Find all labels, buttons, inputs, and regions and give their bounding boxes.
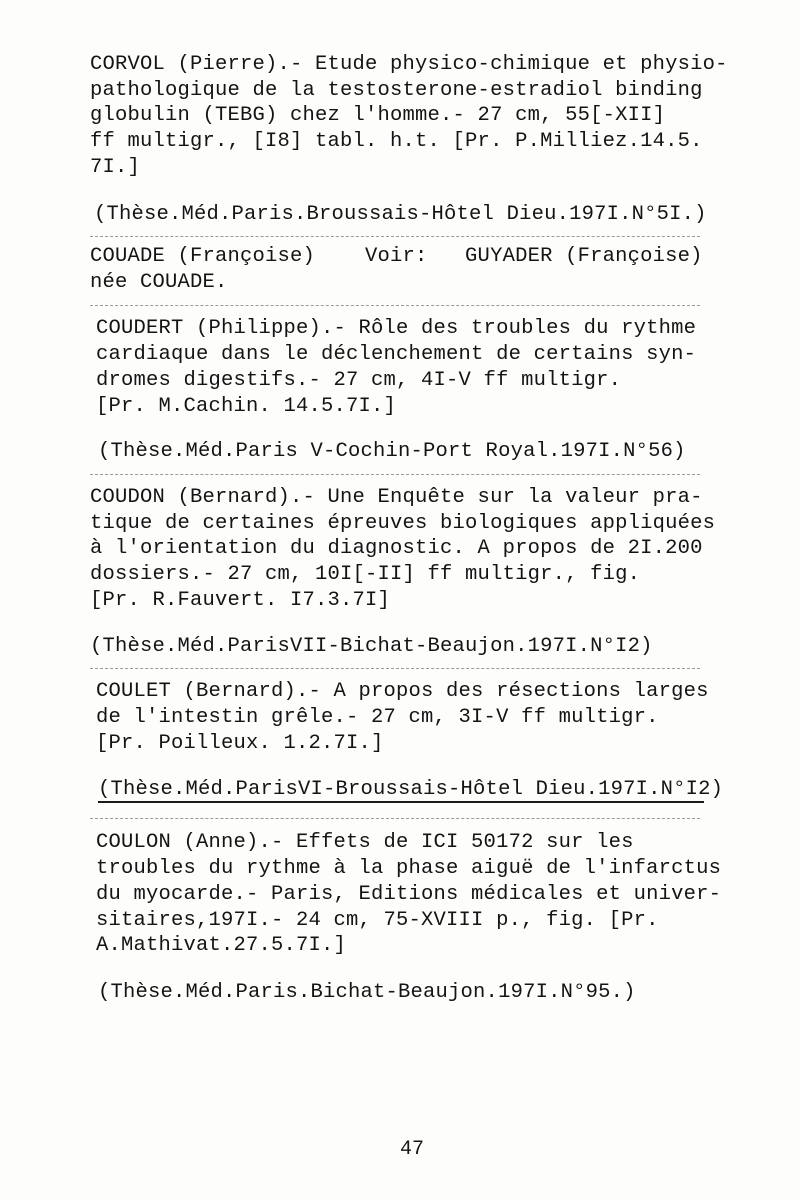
entry-corvol-line-1: CORVOL (Pierre).- Etude physico-chimique et physio-: [90, 53, 728, 76]
entry-coulon-line-1: COULON (Anne).- Effets de ICI 50172 sur les: [96, 831, 634, 854]
entry-coudert-thesis: (Thèse.Méd.Paris V-Cochin-Port Royal.197I.N°56): [98, 440, 686, 463]
separator: [90, 474, 700, 475]
entry-coudon-line-1: COUDON (Bernard).- Une Enquête sur la valeur pra-: [90, 486, 703, 509]
entry-corvol-thesis: (Thèse.Méd.Paris.Broussais-Hôtel Dieu.197I.N°5I.): [94, 203, 707, 226]
entry-corvol-line-2: pathologique de la testosterone-estradiol binding: [90, 79, 703, 102]
separator: [90, 818, 700, 819]
entry-coudon-thesis: (Thèse.Méd.ParisVII-Bichat-Beaujon.197I.N°I2): [90, 635, 653, 658]
entry-coulet-line-1: COULET (Bernard).- A propos des résections larges: [96, 680, 709, 703]
entry-couade-line-1: COUADE (Françoise) Voir: GUYADER (Françoise): [90, 245, 703, 268]
entry-coulet-line-3: [Pr. Poilleux. 1.2.7I.]: [96, 732, 384, 755]
entry-coudert-line-3: dromes digestifs.- 27 cm, 4I-V ff multigr.: [96, 369, 622, 392]
entry-coudon-line-2: tique de certaines épreuves biologiques appliquées: [90, 512, 716, 535]
entry-coudon-line-3: à l'orientation du diagnostic. A propos de 2I.200: [90, 537, 703, 560]
entry-corvol-line-4: ff multigr., [I8] tabl. h.t. [Pr. P.Milliez.14.5.: [90, 130, 703, 153]
entry-coulon-line-4: sitaires,197I.- 24 cm, 75-XVIII p., fig. [Pr.: [96, 909, 659, 932]
separator: [90, 668, 700, 669]
entry-coudon-line-5: [Pr. R.Fauvert. I7.3.7I]: [90, 589, 391, 612]
entry-couade-line-2: née COUADE.: [90, 271, 228, 294]
entry-coulet-line-2: de l'intestin grêle.- 27 cm, 3I-V ff multigr.: [96, 706, 659, 729]
entry-coulon-thesis: (Thèse.Méd.Paris.Bichat-Beaujon.197I.N°95.): [98, 981, 636, 1004]
separator: [90, 236, 700, 237]
entry-corvol-line-3: globulin (TEBG) chez l'homme.- 27 cm, 55[-XII]: [90, 104, 666, 127]
entry-coudert-line-4: [Pr. M.Cachin. 14.5.7I.]: [96, 395, 397, 418]
entry-coudon-line-4: dossiers.- 27 cm, 10I[-II] ff multigr., fig.: [90, 563, 641, 586]
entry-coulon-line-2: troubles du rythme à la phase aiguë de l'infarctus: [96, 857, 722, 880]
entry-coulon-line-5: A.Mathivat.27.5.7I.]: [96, 934, 347, 957]
page-number: 47: [400, 1138, 425, 1161]
entry-coudert-line-1: COUDERT (Philippe).- Rôle des troubles du rythme: [96, 317, 697, 340]
entry-coulet-thesis: (Thèse.Méd.ParisVI-Broussais-Hôtel Dieu.197I.N°I2): [98, 778, 724, 801]
entry-corvol-line-5: 7I.]: [90, 156, 141, 179]
entry-coulon-line-3: du myocarde.- Paris, Editions médicales et univer-: [96, 883, 722, 906]
thesis-underline: [98, 801, 704, 803]
separator: [90, 305, 700, 306]
entry-coudert-line-2: cardiaque dans le déclenchement de certains syn-: [96, 343, 697, 366]
